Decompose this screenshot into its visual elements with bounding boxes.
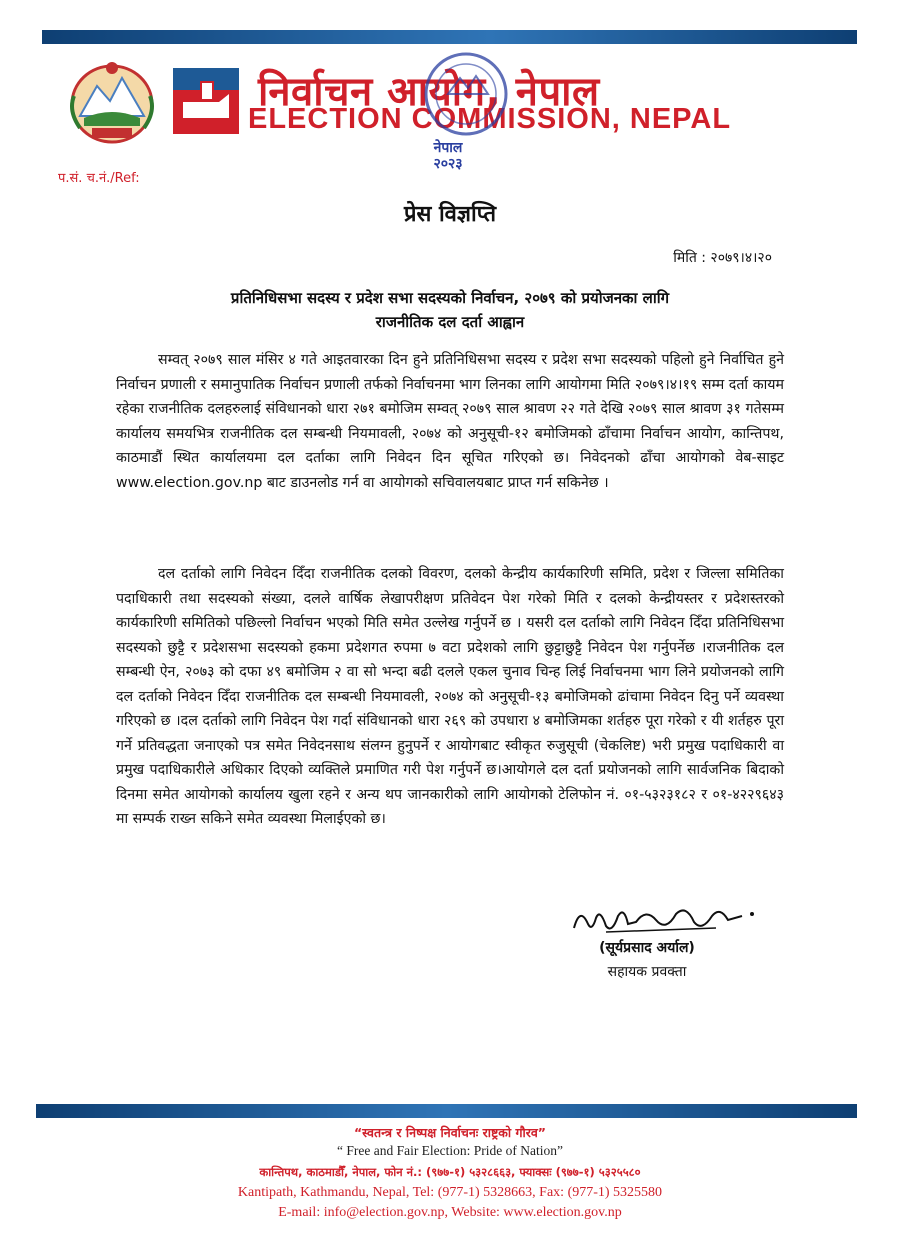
signatory-name: (सूर्यप्रसाद अर्याल) [599,940,695,956]
document-subject [120,286,780,334]
stamp-year: २०२३ [433,156,463,172]
footer-address-nepali: कान्तिपथ, काठमाडौँ, नेपाल, फोन नं.: (९७७-१) ५३२८६६३, फ्याक्सः (९७७-१) ५३२५५८० [259,1165,641,1179]
official-stamp-icon [410,48,522,148]
reference-label: प.सं. च.नं./Ref: [58,171,140,186]
footer-contact: E-mail: info@election.gov.np, Website: www.election.gov.np [278,1205,622,1220]
ballot-box-logo-icon [173,68,239,134]
body-paragraph-2: दल दर्ताको लागि निवेदन दिँदा राजनीतिक दलको विवरण, दलको केन्द्रीय कार्यकारिणी समिति, प्रदेश र जिल्ला समितिका पदाधिकारी तथा सदस्यको संख्या, दलले वार्षिक लेखापरीक्षण प्रतिवेदन पेश गरेको मिति र दलको केन्द्रीयस्तर र प्रदेशस्तरको कार्यकारिणी समितिको पछिल्लो निर्वाचन भएको मिति समेत उल्लेख गर्नुपर्ने छ । यसरी दल दर्ताको लागि निवेदन दिँदा प्रतिनिधिसभा सदस्यको छुट्टै र प्रदेशसभा सदस्यको हकमा प्रदेशगत रुपमा ७ वटा प्रदेशको लागि छुट्टाछुट्टै निवेदन पेश गर्नुपर्नेछ ।राजनीतिक दल सम्बन्धी ऐन, २०७३ को दफा ४९ बमोजिम २ वा सो भन्दा बढी दलले एकल चुनाव चिन्ह लिई निर्वाचनमा भाग लिने प्रयोजनको लागि दल दर्ताको निवेदन दिँदा राजनीतिक दल सम्बन्धी नियमावली, २०७४ को अनुसूची-१३ बमोजिमको ढांचामा निवेदन दिनु पर्ने व्यवस्था गरिएको छ ।दल दर्ताको लागि निवेदन पेश गर्दा संविधानको धारा २६९ को उपधारा ४ बमोजिमका शर्तहरु पूरा गरेको र यी शर्तहरु पूरा गर्ने प्रतिवद्धता जनाएको पत्र समेत निवेदनसाथ संलग्न हुनुपर्ने र आयोगबाट स्वीकृत रुजुसूची (चेकलिष्ट) भरी प्रमुख पदाधिकारी वा प्रमुख पदाधिकारीले अधिकार दिएको व्यक्तिले प्रमाणित गरी पेश गर्नुपर्ने छ।आयोगले दल दर्ता प्रयोजनको लागि सार्वजनिक बिदाको दिनमा समेत आयोगको कार्यालय खुला रहने र अन्य थप जानकारीको लागि आयोगको टेलिफोन नं. ०१-५३२३१८२ र ०१-४२२९६४३ मा सम्पर्क राख्न सकिने समेत व्यवस्था मिलाईएको छ। [116,566,784,827]
document-title: प्रेस विज्ञप्ति [403,202,497,227]
stamp-text [418,140,478,172]
nepal-emblem-icon [62,56,162,146]
subject-line-1: प्रतिनिधिसभा सदस्य र प्रदेश सभा सदस्यको निर्वाचन, २०७९ को प्रयोजनका लागि [230,289,670,307]
header-top-bar [42,30,857,44]
signatory-designation: सहायक प्रवक्ता [607,964,687,980]
footer-address-english: Kantipath, Kathmandu, Nepal, Tel: (977-1) 5328663, Fax: (977-1) 5325580 [237,1185,663,1200]
body-paragraph-1: सम्वत् २०७९ साल मंसिर ४ गते आइतवारका दिन हुने प्रतिनिधिसभा सदस्य र प्रदेश सभा सदस्यको पहिलो हुने निर्वाचित हुने निर्वाचन प्रणाली र समानुपातिक निर्वाचन प्रणाली तर्फको निर्वाचनमा भाग लिनका लागि आयोगमा मिति २०७९।४।१९ सम्म दर्ता कायम रहेका राजनीतिक दलहरुलाई संविधानको धारा २७१ बमोजिम सम्वत् २०७९ साल श्रावण २२ गते देखि २०७९ साल श्रावण ३१ गतेसम्म कार्यालय समयभित्र राजनीतिक दल सम्बन्धी नियमावली, २०७४ को अनुसूची-१२ बमोजिमको ढाँचामा निर्वाचन आयोग, कान्तिपथ, काठमाडौं स्थित कार्यालयमा दल दर्ताका लागि निवेदन दिन सूचित गरिएको छ। निवेदनको ढाँचा आयोगको वेब-साइट www.election.gov.np बाट डाउनलोड गर्न वा आयोगको सचिवालयबाट प्राप्त गर्न सकिनेछ । [116,352,784,491]
footer-slogan-nepali: “स्वतन्त्र र निष्पक्ष निर्वाचनः राष्ट्रको गौरव” [353,1125,547,1140]
header-title-english: ELECTION COMMISSION, NEPAL [248,103,732,135]
document-date: मिति : २०७९।४।२० [673,250,772,266]
footer-bar [36,1104,857,1118]
header-title-nepali: निर्वाचन आयोग, नेपाल [258,69,600,115]
footer-slogan-english: “ Free and Fair Election: Pride of Nation” [336,1143,564,1158]
subject-line-2: राजनीतिक दल दर्ता आह्वान [375,313,525,331]
stamp-place: नेपाल [433,140,463,156]
handwritten-signature-icon [566,898,766,940]
